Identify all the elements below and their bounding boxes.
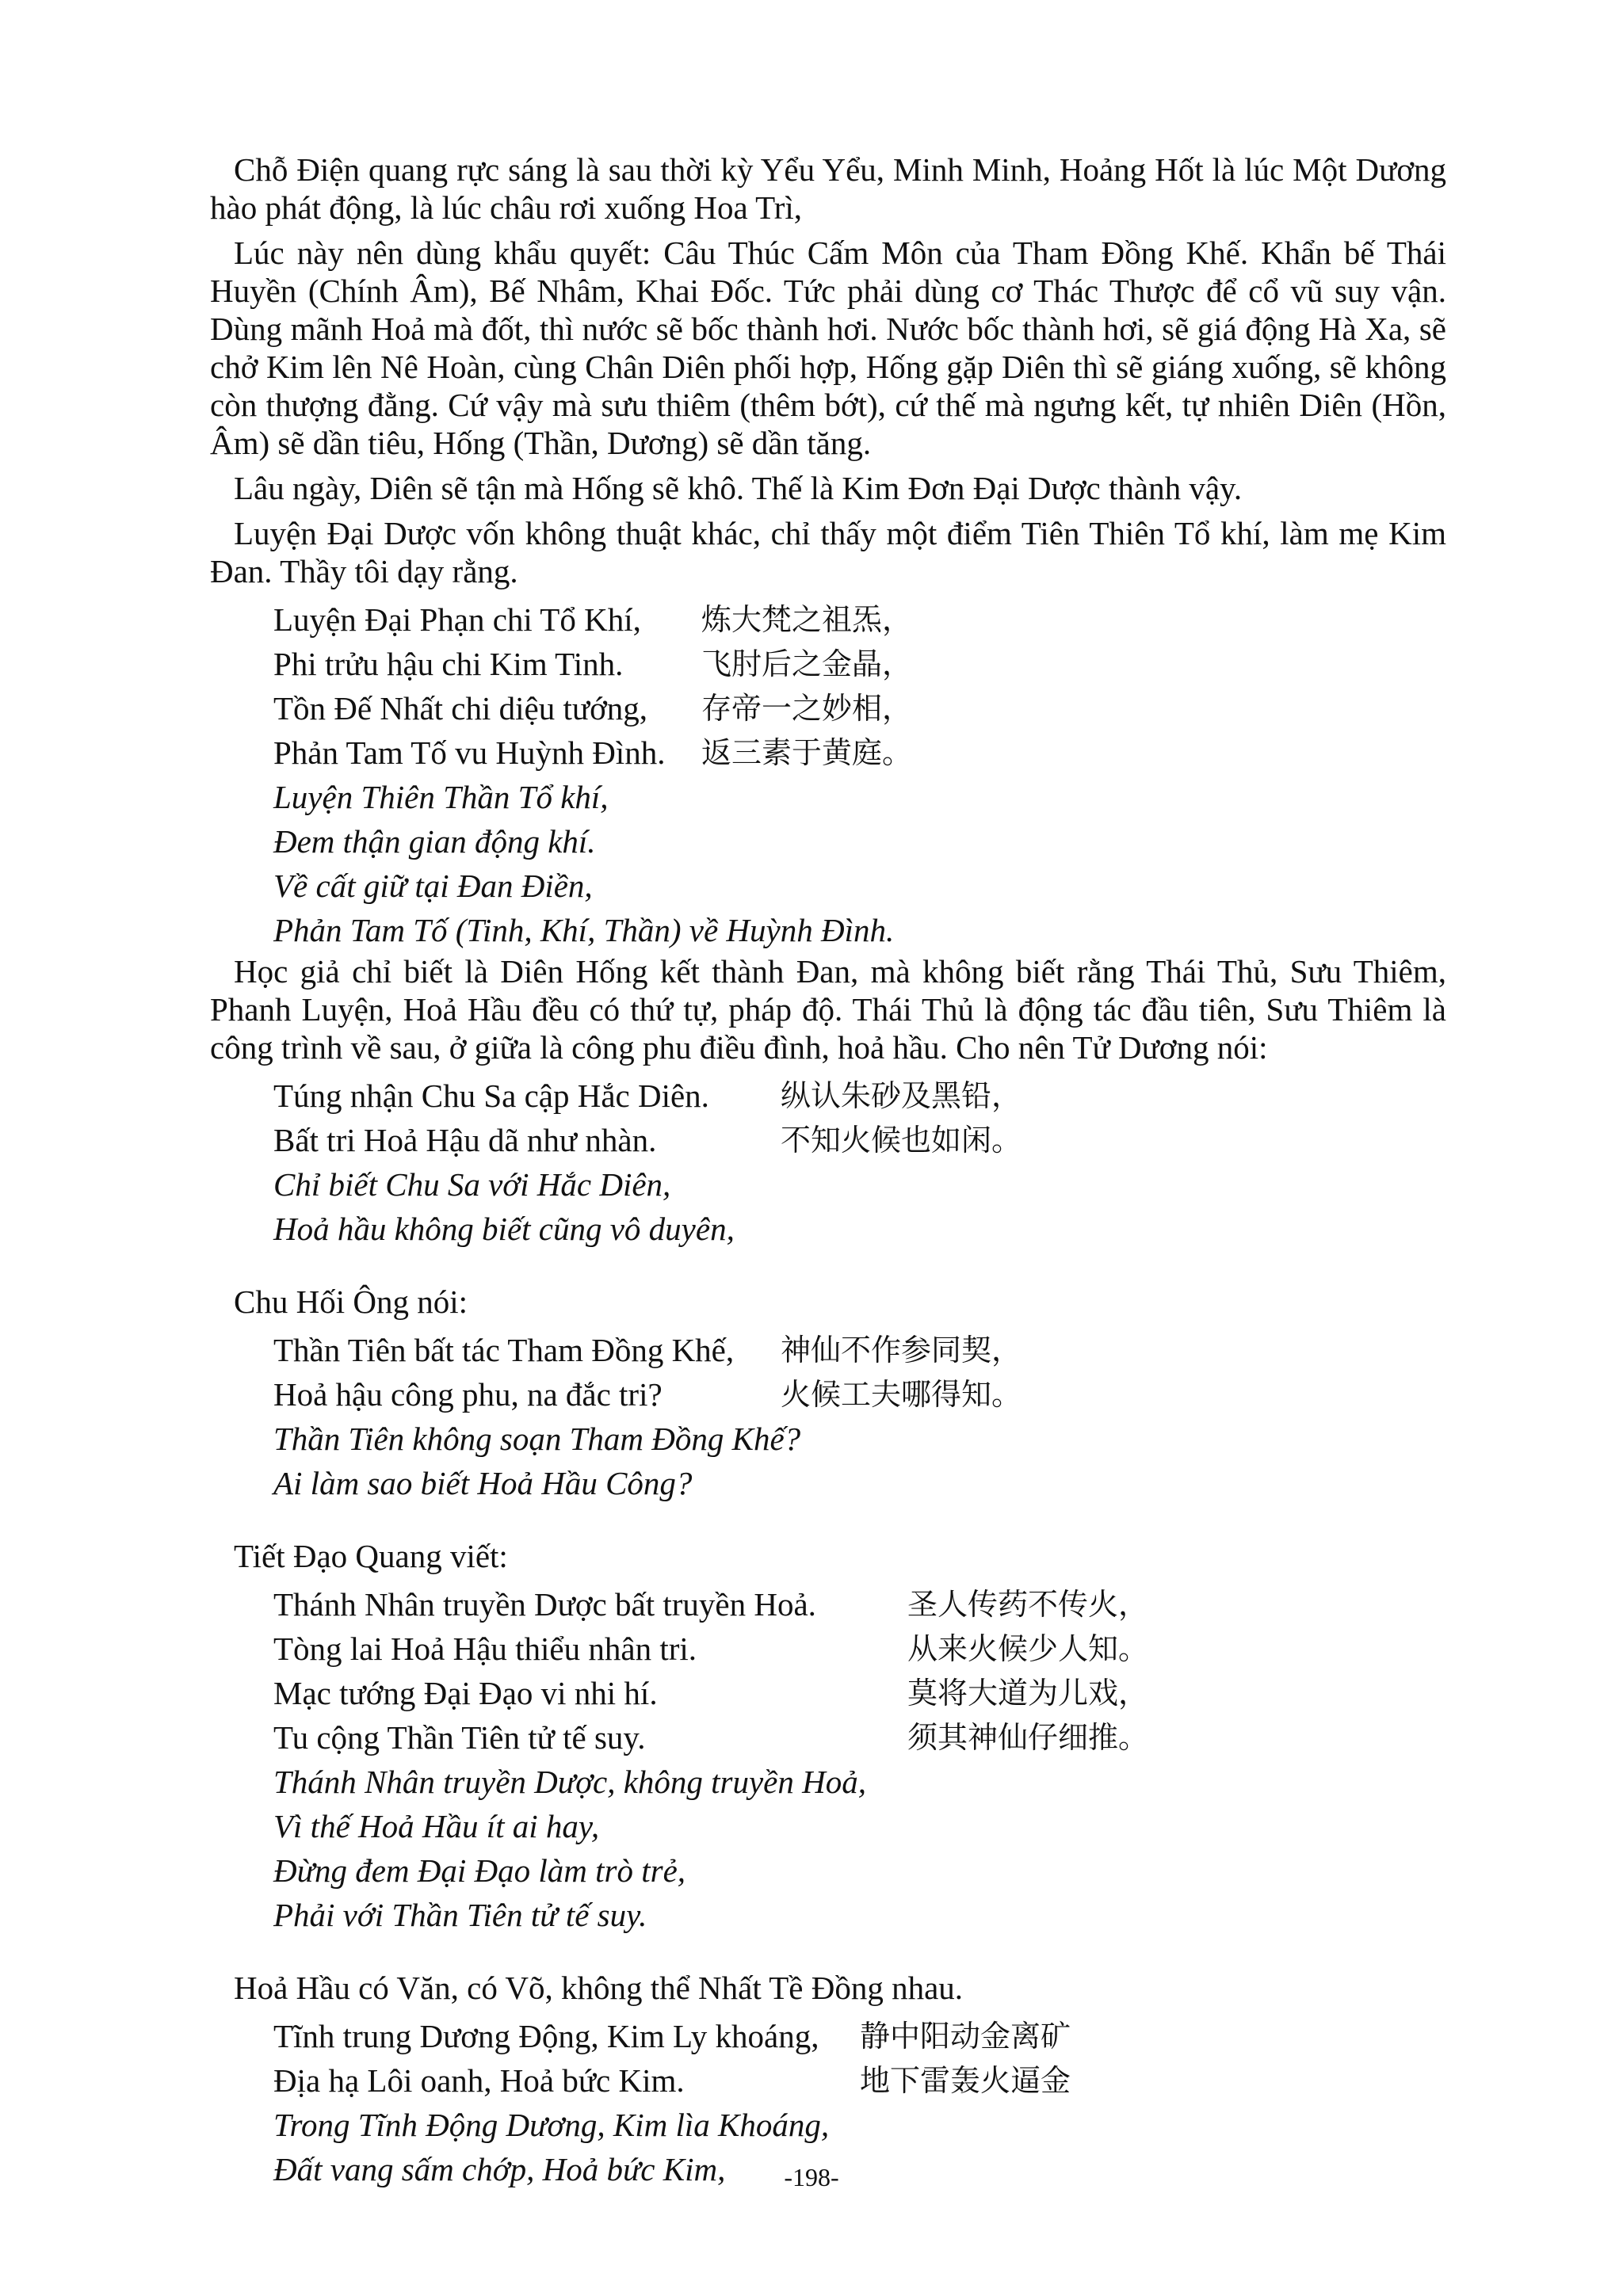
verse-block-4	[273, 1582, 1446, 1937]
verse-line	[273, 1118, 1446, 1162]
verse-vietnamese: Hoả hậu công phu, na đắc tri?	[273, 1376, 663, 1413]
verse-line	[273, 1627, 1446, 1671]
paragraph: Lúc này nên dùng khẩu quyết: Câu Thúc Cấm Môn của Tham Đồng Khế. Khẩn bế Thái Huyền (Chính Âm), Bế Nhâm, Khai Đốc. Tức phải dùng cơ Thác Thược để cổ vũ suy vận. Dùng mãnh Hoả mà đốt, thì nước sẽ bốc thành hơi. Nước bốc thành hơi, sẽ giá động Hà Xa, sẽ chở Kim lên Nê Hoàn, cùng Chân Diên phối hợp, Hống gặp Diên thì sẽ giáng xuống, sẽ không còn thượng đằng. Cứ vậy mà sưu thiêm (thêm bớt), cứ thế mà ngưng kết, tự nhiên Diên (Hồn, Âm) sẽ dần tiêu, Hống (Thần, Dương) sẽ dần tăng.	[210, 235, 1446, 461]
verse-vietnamese: Địa hạ Lôi oanh, Hoả bức Kim.	[273, 2062, 685, 2099]
verse-block-2	[273, 1074, 1446, 1251]
verse-vietnamese: Mạc tướng Đại Đạo vi nhi hí.	[273, 1675, 658, 1711]
verse-translation: Hoả hầu không biết cũng vô duyên,	[273, 1211, 735, 1247]
verse-translation: Vì thế Hoả Hầu ít ai hay,	[273, 1808, 600, 1844]
verse-line	[273, 1671, 1446, 1715]
verse-chinese: 炼大梵之祖炁，	[701, 602, 913, 637]
verse-vietnamese: Tòng lai Hoả Hậu thiểu nhân tri.	[273, 1630, 697, 1667]
verse-block-1	[273, 597, 1446, 952]
verse-vietnamese: Luyện Đại Phạn chi Tổ Khí,	[273, 601, 641, 638]
verse-translation: Trong Tĩnh Động Dương, Kim lìa Khoáng,	[273, 2107, 830, 2143]
verse-translation: Chỉ biết Chu Sa với Hắc Diên,	[273, 1166, 671, 1203]
verse-chinese: 纵认朱砂及黑铅，	[781, 1078, 1022, 1113]
verse-line	[273, 1328, 1446, 1372]
verse-translation: Thần Tiên không soạn Tham Đồng Khế?	[273, 1421, 801, 1457]
verse-chinese: 飞肘后之金晶，	[701, 646, 913, 681]
verse-line	[273, 730, 1446, 775]
verse-line	[273, 1074, 1446, 1118]
verse-vietnamese: Thánh Nhân truyền Dược bất truyền Hoả.	[273, 1586, 816, 1623]
verse-line	[273, 686, 1446, 730]
verse-line	[273, 2014, 1446, 2058]
verse-translation: Phản Tam Tố (Tinh, Khí, Thần) về Huỳnh Đình.	[273, 912, 895, 948]
verse-translation: Đừng đem Đại Đạo làm trò trẻ,	[273, 1852, 686, 1889]
verse-chinese: 须其神仙仔细推。	[907, 1720, 1149, 1755]
verse-chinese: 火候工夫哪得知。	[781, 1377, 1022, 1412]
verse-line	[273, 1715, 1446, 1760]
verse-chinese: 莫将大道为儿戏，	[907, 1676, 1149, 1711]
verse-vietnamese: Phi trửu hậu chi Kim Tinh.	[273, 646, 624, 682]
verse-vietnamese: Tĩnh trung Dương Động, Kim Ly khoáng,	[273, 2018, 819, 2054]
verse-chinese: 从来火候少人知。	[907, 1631, 1149, 1666]
verse-line	[273, 597, 1446, 642]
verse-chinese: 圣人传药不传火，	[907, 1587, 1149, 1622]
verse-chinese: 神仙不作参同契，	[781, 1333, 1022, 1367]
verse-vietnamese: Tu cộng Thần Tiên tử tế suy.	[273, 1719, 646, 1756]
paragraph: Học giả chỉ biết là Diên Hống kết thành Đan, mà không biết rằng Thái Thủ, Sưu Thiêm, Phanh Luyện, Hoả Hầu đều có thứ tự, pháp độ. Thái Thủ là động tác đầu tiên, Sưu Thiêm là công trình về sau, ở giữa là công phu điều đình, hoả hầu. Cho nên Tử Dương nói:	[210, 953, 1446, 1066]
verse-block-3	[273, 1328, 1446, 1505]
verse-vietnamese: Thần Tiên bất tác Tham Đồng Khế,	[273, 1332, 735, 1368]
verse-chinese: 地下雷轰火逼金	[860, 2063, 1071, 2098]
verse-translation: Phải với Thần Tiên tử tế suy.	[273, 1897, 647, 1933]
verse-translation: Đem thận gian động khí.	[273, 823, 596, 860]
verse-chinese: 静中阳动金离矿	[860, 2019, 1071, 2054]
page-body	[210, 151, 1446, 2191]
verse-chinese: 存帝一之妙相，	[701, 691, 913, 726]
verse-intro: Hoả Hầu có Văn, có Võ, không thể Nhất Tề Đồng nhau.	[234, 1970, 964, 2006]
verse-vietnamese: Tồn Đế Nhất chi diệu tướng,	[273, 690, 648, 727]
verse-chinese: 返三素于黄庭。	[701, 735, 913, 770]
verse-translation: Về cất giữ tại Đan Điền,	[273, 868, 593, 904]
verse-line	[273, 642, 1446, 686]
page-number: -198-	[784, 2163, 839, 2191]
verse-chinese: 不知火候也如闲。	[781, 1123, 1022, 1158]
paragraph: Luyện Đại Dược vốn không thuật khác, chỉ thấy một điểm Tiên Thiên Tổ khí, làm mẹ Kim Đan. Thầy tôi dạy rằng.	[210, 515, 1446, 589]
verse-intro: Tiết Đạo Quang viết:	[234, 1538, 508, 1574]
verse-translation: Thánh Nhân truyền Dược, không truyền Hoả,	[273, 1764, 866, 1800]
verse-translation: Đất vang sấm chớp, Hoả bức Kim,	[273, 2151, 726, 2187]
verse-line	[273, 1372, 1446, 1417]
paragraph: Chỗ Điện quang rực sáng là sau thời kỳ Yểu Yểu, Minh Minh, Hoảng Hốt là lúc Một Dương hào phát động, là lúc châu rơi xuống Hoa Trì,	[210, 151, 1446, 226]
verse-vietnamese: Bất tri Hoả Hậu dã như nhàn.	[273, 1122, 657, 1158]
verse-translation: Ai làm sao biết Hoả Hầu Công?	[273, 1465, 693, 1501]
paragraph: Lâu ngày, Diên sẽ tận mà Hống sẽ khô. Thế là Kim Đơn Đại Dược thành vậy.	[234, 470, 1243, 506]
verse-intro: Chu Hối Ông nói:	[234, 1283, 468, 1320]
verse-translation: Luyện Thiên Thần Tổ khí,	[273, 779, 609, 815]
verse-line	[273, 1582, 1446, 1627]
verse-vietnamese: Túng nhận Chu Sa cập Hắc Diên.	[273, 1077, 709, 1114]
verse-vietnamese: Phản Tam Tố vu Huỳnh Đình.	[273, 734, 666, 771]
verse-line	[273, 2058, 1446, 2103]
